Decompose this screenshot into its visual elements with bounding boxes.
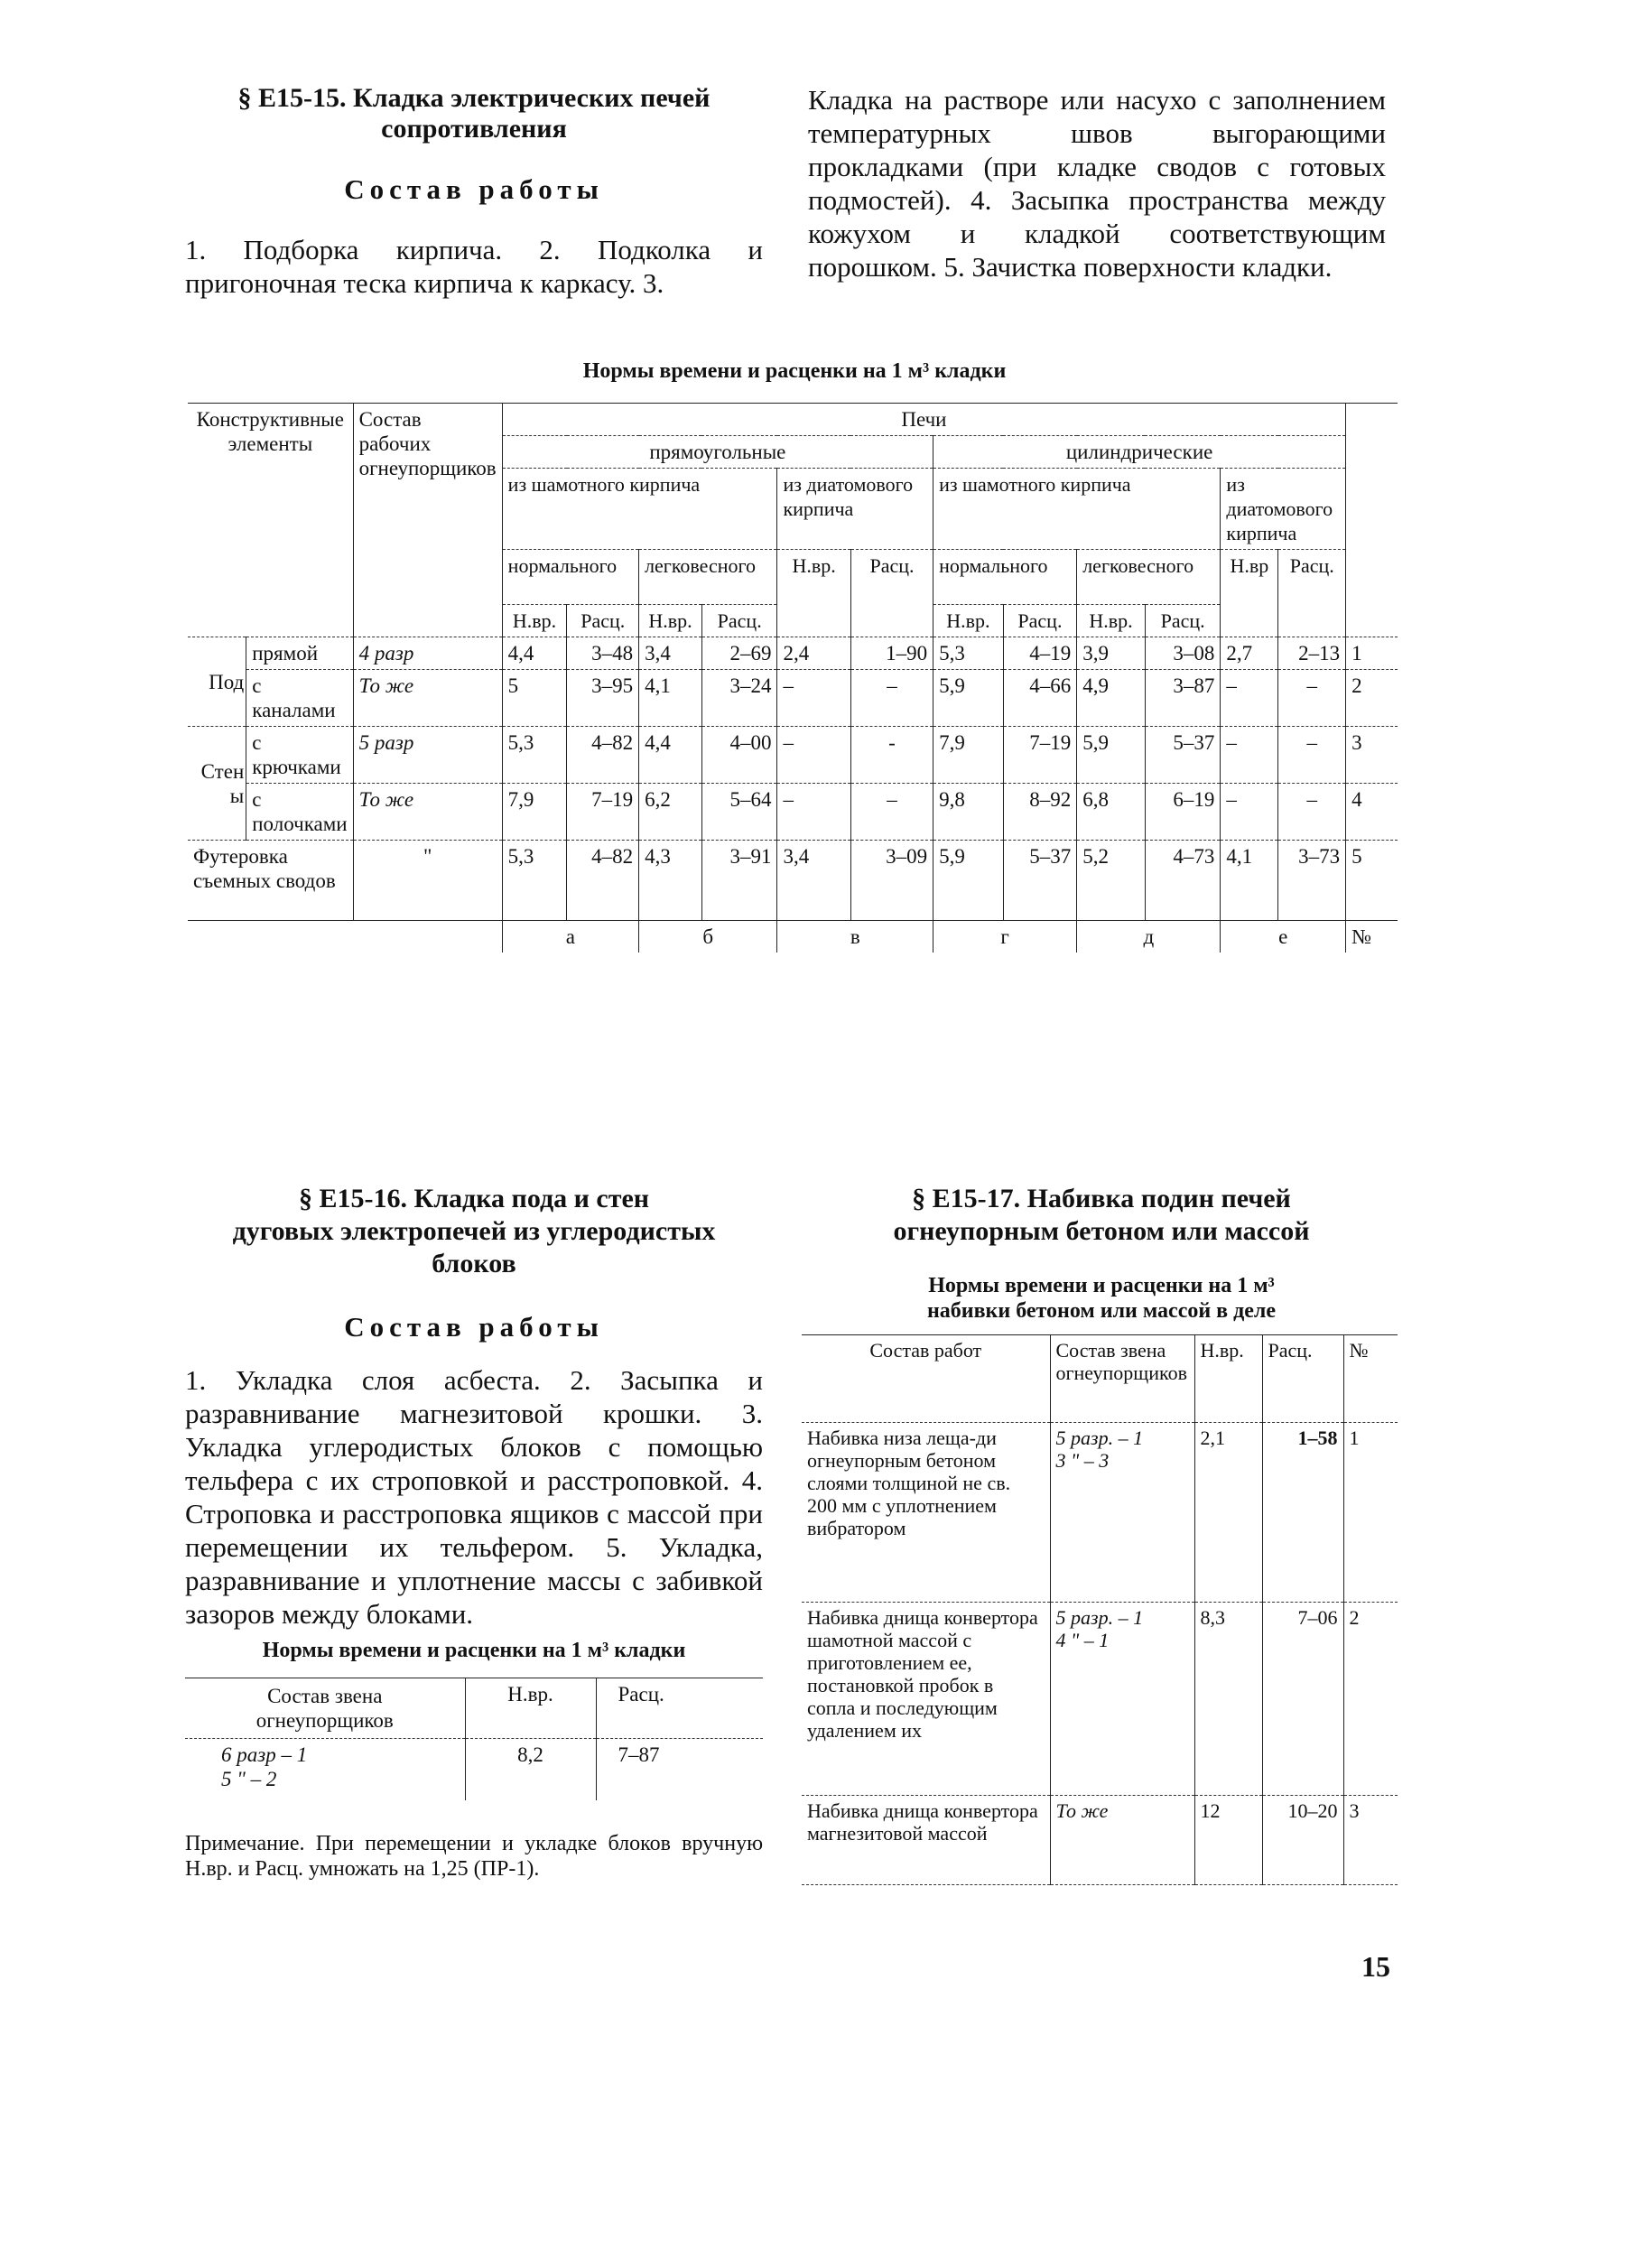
cell: 5–37 xyxy=(1145,727,1221,784)
row-work: Набивка низа леща-ди огнеупорным бетоном слоями толщиной не св. 200 мм с уплотнением вибратором xyxy=(802,1423,1050,1603)
column-letter: г xyxy=(933,921,1077,953)
cell: 1–90 xyxy=(850,637,933,670)
hdr-nvr: Н.вр. xyxy=(639,605,702,637)
e15-17-title-line2: огнеупорным бетоном или массой xyxy=(893,1216,1310,1246)
e15-16-title-line1: § Е15-16. Кладка пода и стен xyxy=(298,1184,650,1213)
cell: 3,4 xyxy=(639,637,702,670)
cell: 5,3 xyxy=(502,727,567,784)
cell-rasc: 1–58 xyxy=(1262,1423,1343,1603)
e15-16-title-line2: дуговых электропечей из углеродистых xyxy=(232,1216,716,1246)
cell-rasc: 10–20 xyxy=(1262,1796,1343,1885)
row-number: 4 xyxy=(1346,784,1398,841)
hdr-nvr-diatom-cyl: Н.вр xyxy=(1221,550,1278,637)
hdr-light-rect: легковесного xyxy=(639,550,777,605)
e15-15-title-line2: сопротивления xyxy=(381,114,567,144)
table-row xyxy=(188,727,1398,784)
crew-line-2: 4 " – 1 xyxy=(1055,1629,1110,1651)
column-no: № xyxy=(1346,921,1398,953)
row-work: Набивка днища конвертора магнезитовой массой xyxy=(802,1796,1050,1885)
e15-16-table-caption: Нормы времени и расценки на 1 м³ кладки xyxy=(262,1639,686,1662)
cell: 3–95 xyxy=(567,670,639,727)
cell: – xyxy=(850,784,933,841)
cell: 5,9 xyxy=(1077,727,1146,784)
cell: 4–00 xyxy=(701,727,777,784)
hdr-nvr: Н.вр. xyxy=(1194,1335,1262,1423)
hdr-crew: Состав звена огнеупорщиков xyxy=(1050,1335,1194,1423)
hdr-light-cyl: легковесного xyxy=(1077,550,1221,605)
table-row xyxy=(185,1739,763,1801)
row-crew: То же xyxy=(353,784,502,841)
e15-16-title-line3: блоков xyxy=(432,1249,516,1278)
cell-nvr: 12 xyxy=(1194,1796,1262,1885)
hdr-diatom-cyl: из диатомового кирпича xyxy=(1221,469,1346,550)
hdr-rect: прямоугольные xyxy=(502,436,933,469)
row-number: 3 xyxy=(1346,727,1398,784)
cell: 4–73 xyxy=(1145,841,1221,921)
cell: 7–19 xyxy=(567,784,639,841)
row-crew xyxy=(1050,1423,1194,1603)
row-crew xyxy=(185,1739,465,1801)
row-number: 5 xyxy=(1346,841,1398,921)
hdr-nvr-diatom-rect: Н.вр. xyxy=(777,550,850,637)
cell: 3–08 xyxy=(1145,637,1221,670)
column-letter: д xyxy=(1077,921,1221,953)
e15-16-text: 1. Укладка слоя асбеста. 2. Засыпка и разравнивание магнезитовой крошки. 3. Укладка углеродистых блоков с помощью тельфера с их строповкой и расстроповкой. 4. Строповка и расстроповка ящиков с массой при перемещении их тельфером. 5. Укладка, разравнивание и уплотнение массы с забивкой зазоров между блоками. xyxy=(185,1364,763,1630)
e15-16-note: Примечание. При перемещении и укладке блоков вручную Н.вр. и Расц. умножать на 1,25 (ПР-1). xyxy=(185,1832,763,1881)
cell: 4–82 xyxy=(567,727,639,784)
crew-line-2: 5 " – 2 xyxy=(221,1768,277,1790)
cell: 7–19 xyxy=(1003,727,1077,784)
hdr-nvr: Н.вр. xyxy=(502,605,567,637)
row-element: Футеровка съемных сводов xyxy=(188,841,353,921)
hdr-normal-rect: нормального xyxy=(502,550,638,605)
cell: 5–37 xyxy=(1003,841,1077,921)
cell: 4,3 xyxy=(639,841,702,921)
cell: 8–92 xyxy=(1003,784,1077,841)
table-row xyxy=(802,1423,1398,1603)
row-number: 1 xyxy=(1343,1423,1398,1603)
hdr-rasc: Расц. xyxy=(596,1678,763,1739)
cell: 3–73 xyxy=(1278,841,1346,921)
cell: – xyxy=(1278,727,1346,784)
column-letter: а xyxy=(502,921,638,953)
cell: 2,4 xyxy=(777,637,850,670)
e15-17-title-line1: § Е15-17. Набивка подин печей xyxy=(912,1184,1291,1213)
group-walls: Стены xyxy=(188,727,246,841)
hdr-nvr: Н.вр. xyxy=(933,605,1004,637)
hdr-rasc: Расц. xyxy=(1145,605,1221,637)
hdr-no-blank xyxy=(1346,404,1398,637)
table-row xyxy=(802,1603,1398,1796)
hdr-rasc: Расц. xyxy=(1003,605,1077,637)
column-letter: е xyxy=(1221,921,1346,953)
table-row xyxy=(188,637,1398,670)
hdr-crew: Состав звена огнеупорщиков xyxy=(185,1678,465,1739)
cell: 9,8 xyxy=(933,784,1004,841)
e15-15-title xyxy=(185,83,763,144)
hdr-rasc: Расц. xyxy=(701,605,777,637)
e15-16-norms-table xyxy=(185,1678,763,1800)
cell: 4–66 xyxy=(1003,670,1077,727)
row-crew: 5 разр xyxy=(353,727,502,784)
cell: 5,3 xyxy=(933,637,1004,670)
cell: – xyxy=(1221,784,1278,841)
cell: 5,9 xyxy=(933,670,1004,727)
e15-15-text-left: 1. Подборка кирпича. 2. Подколка и пригоночная теска кирпича к каркасу. 3. xyxy=(185,234,763,299)
row-element: с полочками xyxy=(246,784,353,841)
cell-nvr: 8,2 xyxy=(465,1739,596,1801)
crew-line-1: 5 разр. – 1 xyxy=(1055,1427,1144,1449)
cell: 4–19 xyxy=(1003,637,1077,670)
column-letters-row xyxy=(188,921,1398,953)
cell: – xyxy=(850,670,933,727)
hdr-rasc-diatom-cyl: Расц. xyxy=(1278,550,1346,637)
hdr-no: № xyxy=(1343,1335,1398,1423)
e15-15-norms-table xyxy=(188,403,1398,953)
table-row xyxy=(188,841,1398,921)
row-number: 3 xyxy=(1343,1796,1398,1885)
e15-16-composition-heading: Состав работы xyxy=(344,1311,604,1343)
cell-nvr: 2,1 xyxy=(1194,1423,1262,1603)
hdr-normal-cyl: нормального xyxy=(933,550,1077,605)
hdr-rasc-diatom-rect: Расц. xyxy=(850,550,933,637)
hdr-elements: Конструктивные элементы xyxy=(188,404,353,637)
cell: 6–19 xyxy=(1145,784,1221,841)
cell-rasc: 7–06 xyxy=(1262,1603,1343,1796)
cell: 5,9 xyxy=(933,841,1004,921)
row-crew: " xyxy=(353,841,502,921)
crew-line-1: 6 разр – 1 xyxy=(221,1743,308,1766)
cell: – xyxy=(777,670,850,727)
cell-nvr: 8,3 xyxy=(1194,1603,1262,1796)
crew-line-1: 5 разр. – 1 xyxy=(1055,1606,1144,1629)
cell: 4,4 xyxy=(639,727,702,784)
e15-17-caption-line2: набивки бетоном или массой в деле xyxy=(926,1299,1277,1323)
cell: – xyxy=(1278,784,1346,841)
table-row xyxy=(188,670,1398,727)
row-crew: То же xyxy=(353,670,502,727)
cell-rasc: 7–87 xyxy=(596,1739,763,1801)
cell: 4,1 xyxy=(1221,841,1278,921)
row-crew: То же xyxy=(1050,1796,1194,1885)
cell: - xyxy=(850,727,933,784)
cell: 3,4 xyxy=(777,841,850,921)
row-element: с крючками xyxy=(246,727,353,784)
cell: 5–64 xyxy=(701,784,777,841)
cell: 6,2 xyxy=(639,784,702,841)
hdr-nvr: Н.вр. xyxy=(465,1678,596,1739)
column-letter: в xyxy=(777,921,933,953)
cell: 4,4 xyxy=(502,637,567,670)
hdr-work: Состав работ xyxy=(802,1335,1050,1423)
row-element: прямой xyxy=(246,637,353,670)
e15-15-title-line1: § Е15-15. Кладка электрических печей xyxy=(237,83,711,113)
page-number: 15 xyxy=(1361,1950,1390,1983)
cell: 6,8 xyxy=(1077,784,1146,841)
row-element: с каналами xyxy=(246,670,353,727)
e15-17-caption-line1: Нормы времени и расценки на 1 м³ xyxy=(928,1274,1275,1297)
cell: 3–91 xyxy=(701,841,777,921)
cell: 7,9 xyxy=(502,784,567,841)
hdr-crew: Состав рабочих огнеупорщиков xyxy=(353,404,502,637)
group-pod: Под xyxy=(188,637,246,727)
hdr-chamotte-rect: из шамотного кирпича xyxy=(502,469,777,550)
hdr-chamotte-cyl: из шамотного кирпича xyxy=(933,469,1221,550)
cell: 4–82 xyxy=(567,841,639,921)
e15-17-table-caption xyxy=(808,1273,1395,1324)
hdr-nvr: Н.вр. xyxy=(1077,605,1146,637)
hdr-cyl: цилиндрические xyxy=(933,436,1346,469)
row-work: Набивка днища конвертора шамотной массой с приготовлением ее, постановкой пробок в сопла и последующим удалением их xyxy=(802,1603,1050,1796)
table-row xyxy=(188,784,1398,841)
cell: – xyxy=(1278,670,1346,727)
e15-15-text-right: Кладка на растворе или насухо с заполнением температурных швов выгорающими прокладками (при кладке сводов с готовых подмостей). 4. Засыпка пространства между кожухом и кладкой соответствующим порошком. 5. Зачистка поверхности кладки. xyxy=(808,84,1386,283)
row-crew xyxy=(1050,1603,1194,1796)
cell: – xyxy=(1221,727,1278,784)
row-number: 2 xyxy=(1343,1603,1398,1796)
row-number: 1 xyxy=(1346,637,1398,670)
row-number: 2 xyxy=(1346,670,1398,727)
cell: 5,2 xyxy=(1077,841,1146,921)
cell: 4,1 xyxy=(639,670,702,727)
cell: 3–24 xyxy=(701,670,777,727)
hdr-furnaces: Печи xyxy=(502,404,1345,436)
cell: 5 xyxy=(502,670,567,727)
blank xyxy=(188,921,502,953)
hdr-diatom-rect: из диатомового кирпича xyxy=(777,469,933,550)
table-row xyxy=(802,1796,1398,1885)
cell: 3–48 xyxy=(567,637,639,670)
e15-17-title xyxy=(808,1183,1395,1248)
cell: 7,9 xyxy=(933,727,1004,784)
crew-line-2: 3 " – 3 xyxy=(1055,1449,1110,1472)
cell: 2–69 xyxy=(701,637,777,670)
cell: – xyxy=(777,727,850,784)
cell: 3,9 xyxy=(1077,637,1146,670)
hdr-rasc: Расц. xyxy=(1262,1335,1343,1423)
e15-17-norms-table xyxy=(802,1334,1398,1885)
cell: 5,3 xyxy=(502,841,567,921)
cell: – xyxy=(777,784,850,841)
e15-15-table-caption: Нормы времени и расценки на 1 м³ кладки xyxy=(582,359,1007,383)
column-letter: б xyxy=(639,921,777,953)
cell: 2–13 xyxy=(1278,637,1346,670)
e15-15-composition-heading: Состав работы xyxy=(344,173,604,205)
cell: – xyxy=(1221,670,1278,727)
cell: 4,9 xyxy=(1077,670,1146,727)
e15-16-title xyxy=(185,1183,763,1280)
cell: 3–87 xyxy=(1145,670,1221,727)
cell: 3–09 xyxy=(850,841,933,921)
hdr-rasc: Расц. xyxy=(567,605,639,637)
row-crew: 4 разр xyxy=(353,637,502,670)
cell: 2,7 xyxy=(1221,637,1278,670)
